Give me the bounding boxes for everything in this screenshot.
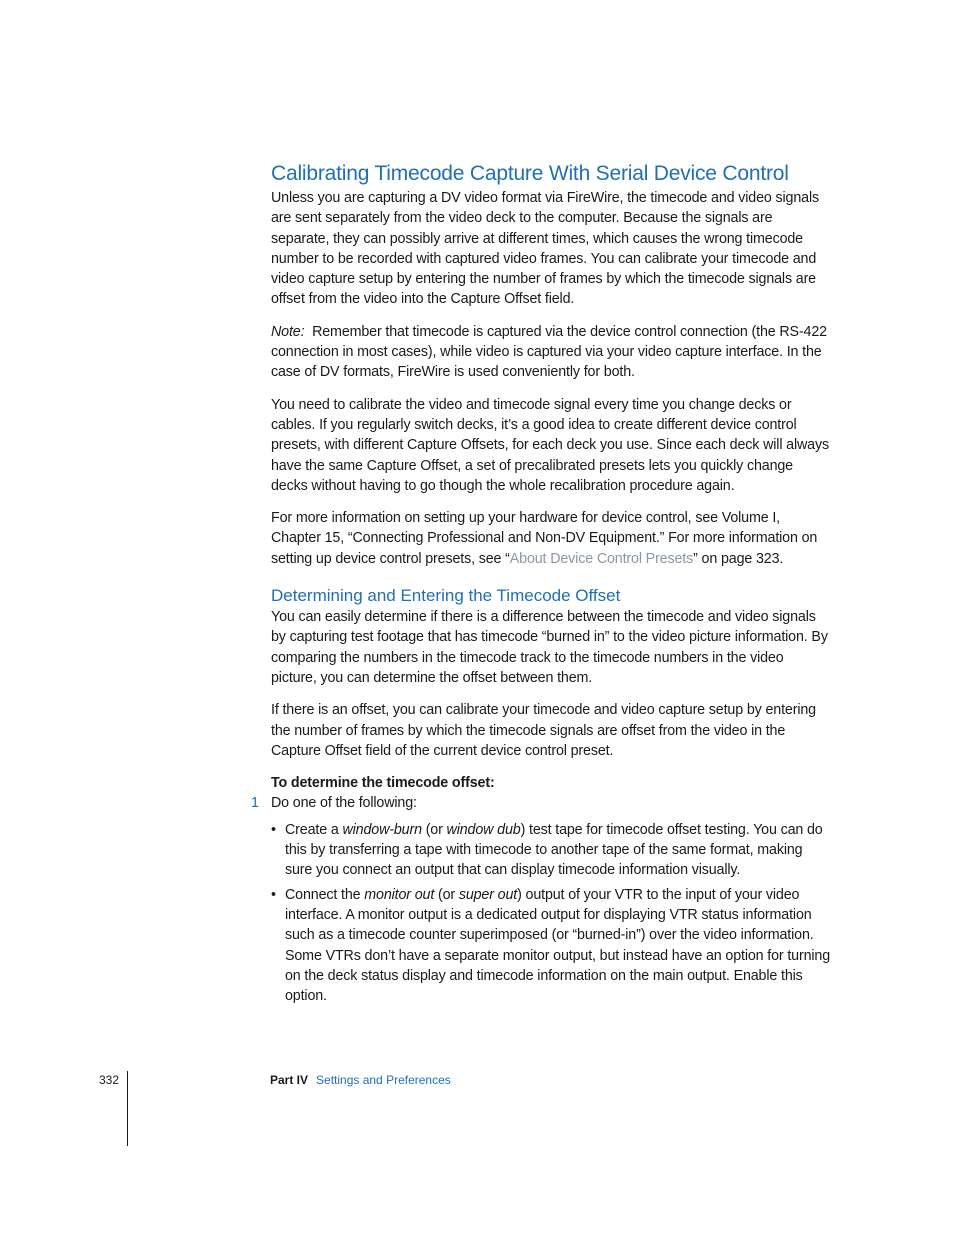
section-title: Calibrating Timecode Capture With Serial Device Control (271, 162, 789, 185)
footer-part (270, 1072, 451, 1088)
part-title-link[interactable]: Settings and Preferences (316, 1073, 451, 1087)
step-text: Do one of the following: (271, 795, 417, 812)
about-device-control-presets-link[interactable]: About Device Control Presets (509, 550, 694, 567)
bullet-item-window-burn: • Create a window-burn (or window dub) test tape for timecode offset testing. You can do this by transferring a tape with timecode to another tape of the same format, making sure you connect an output that can display timecode information visually. (271, 821, 823, 879)
subsection-title: Determining and Entering the Timecode Offset (271, 586, 621, 606)
footer-divider (127, 1071, 128, 1146)
para4-text-post: ” on page 323. (693, 550, 784, 567)
bullet-item-monitor-out: • Connect the monitor out (or super out) output of your VTR to the input of your video interface. A monitor output is a dedicated output for displaying VTR status information such as a timecode counter superimposed (or “burned-in”) over the video information. Some VTRs don’t have a separate monitor output, but instead have an option for turning on the deck status display and timecode information on the main output. Enable this option. (271, 886, 831, 1005)
note-paragraph (271, 322, 831, 383)
section-paragraph-4 (271, 508, 831, 569)
part-label: Part IV (270, 1073, 309, 1087)
page-number: 332 (99, 1073, 120, 1087)
subsection-paragraph-2: If there is an offset, you can calibrate your timecode and video capture setup by entering the number of frames by which the timecode signals are offset from the video in the Capture Offset field of the current device control preset. (271, 702, 816, 759)
section-paragraph-1: Unless you are capturing a DV video format via FireWire, the timecode and video signals are sent separately from the video deck to the computer. Because the signals are separate, they can possibly arrive at different times, which causes the wrong timecode number to be recorded with captured video frames. You can calibrate your timecode and video capture setup by entering the number of frames by which the timecode signals are offset from the video into the Capture Offset field. (271, 190, 819, 308)
task-label: To determine the timecode offset: (271, 775, 495, 792)
para4-text-pre: For more information on setting up your hardware for device control, see Volume I, Chapter 15, “Connecting Professional and Non-DV Equipment.” For more information on setting up device control presets, see “ (271, 510, 818, 567)
bullet-list (271, 820, 831, 1007)
page-content (251, 160, 831, 1010)
note-label: Note: (271, 323, 305, 340)
section-paragraph-3: You need to calibrate the video and timecode signal every time you change decks or cables. If you regularly switch decks, it’s a good idea to create different device control presets, with different Capture Offsets, for each deck you use. Since each deck will always have the same Capture Offset, a set of precalibrated presets lets you quickly change decks without having to go though the whole recalibration procedure again. (271, 396, 829, 494)
note-text: Remember that timecode is captured via the device control connection (the RS-422 connection in most cases), while video is captured via your video capture interface. In the case of DV formats, FireWire is used conveniently for both. (271, 323, 827, 381)
subsection-paragraph-1: You can easily determine if there is a difference between the timecode and video signals by capturing test footage that has timecode “burned in” to the video picture information. By comparing the numbers in the timecode track to the timecode numbers in the video picture, you can determine the offset between them. (271, 609, 828, 686)
bullet-glyph: • (271, 821, 276, 838)
step-1 (251, 793, 831, 813)
bullet-glyph: • (271, 886, 276, 903)
step-number: 1 (251, 795, 259, 812)
